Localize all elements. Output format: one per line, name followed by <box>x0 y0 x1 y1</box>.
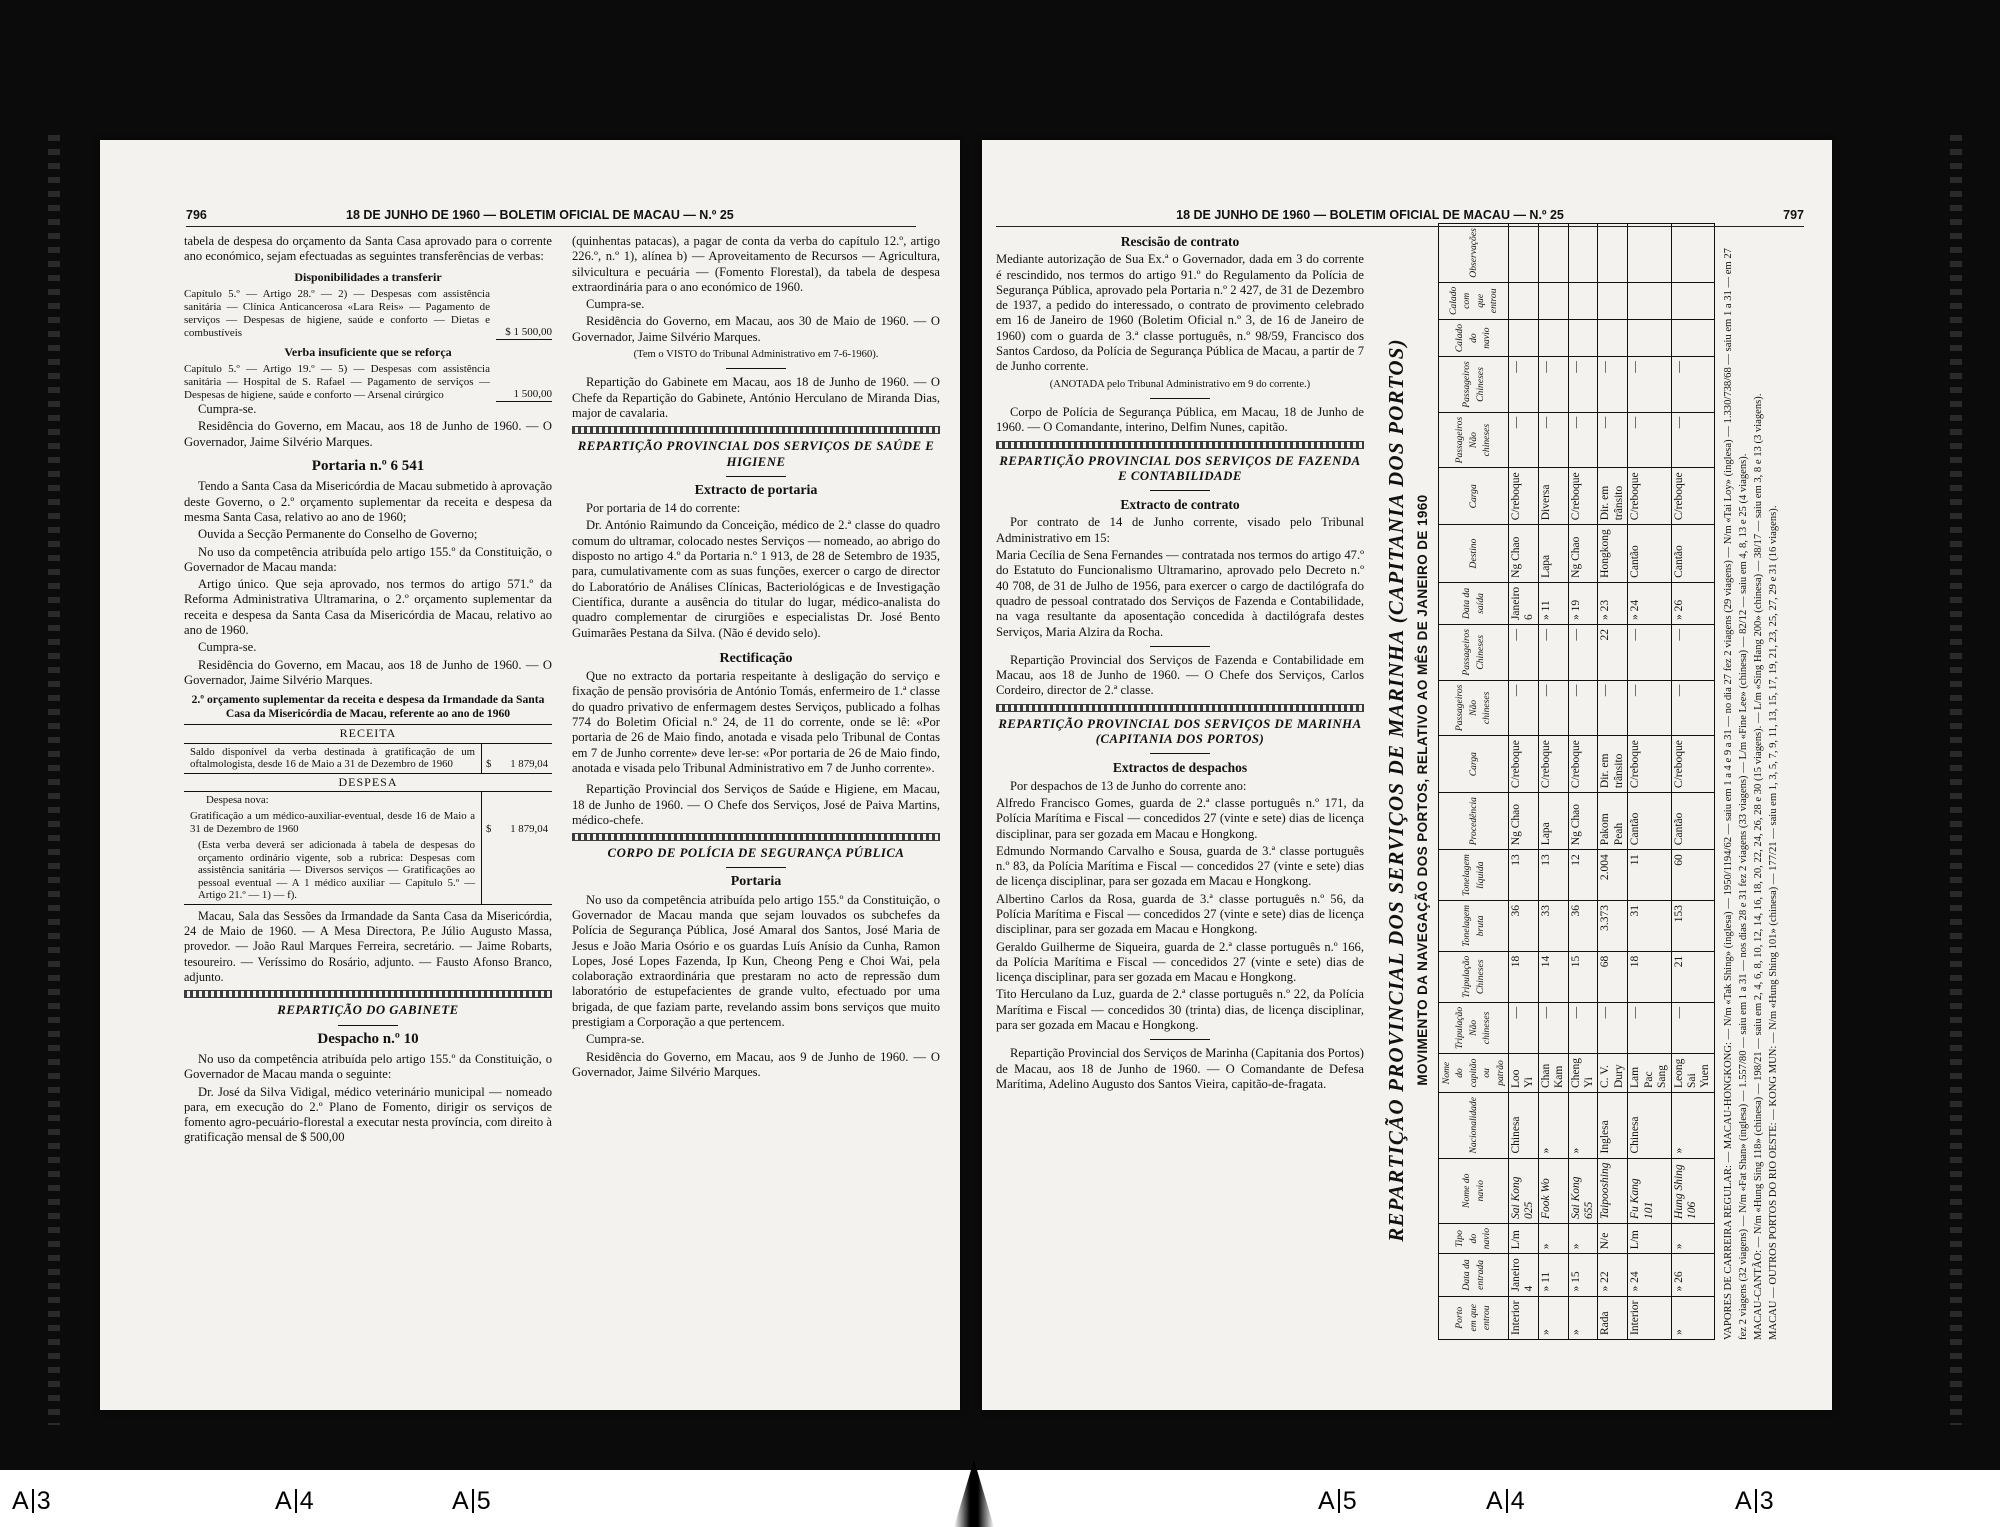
mark-number: 5 <box>476 1487 491 1515</box>
table-cell <box>1628 282 1671 319</box>
table-cell: Interior <box>1509 1296 1539 1339</box>
table-cell <box>1671 319 1714 356</box>
table-subtitle: MOVIMENTO DA NAVEGAÇÃO DOS PORTOS, RELATIVO AO MÊS DE JANEIRO DE 1960 <box>1415 494 1430 1086</box>
table-header-cell: Destino <box>1439 525 1509 583</box>
table-cell: 153 <box>1671 900 1714 951</box>
table-cell: Chinesa <box>1628 1093 1671 1159</box>
table-cell: — <box>1598 357 1628 413</box>
table-cell: L/m <box>1509 1223 1539 1253</box>
table-cell: C/reboque <box>1509 468 1539 525</box>
table-cell: Loo Yi <box>1509 1053 1539 1092</box>
table-cell: Cantão <box>1628 525 1671 583</box>
table-header-cell: Tipo do navio <box>1439 1223 1509 1253</box>
table-cell: — <box>1509 680 1539 736</box>
table-cell <box>1628 224 1671 283</box>
table-cell: » <box>1568 1223 1598 1253</box>
short-rule <box>1150 398 1210 399</box>
table-cell: Sai Kong 655 <box>1568 1158 1598 1223</box>
despesa-nova-row <box>184 792 552 809</box>
table-cell: 36 <box>1568 900 1598 951</box>
table-cell: Dir. em trânsito <box>1598 468 1628 525</box>
cumpra-se: Cumpra-se. <box>198 402 257 417</box>
table-cell: — <box>1568 412 1598 468</box>
short-rule <box>1150 1039 1210 1040</box>
rule-ornament <box>996 704 1364 712</box>
table-cell <box>1598 282 1628 319</box>
table-cell: — <box>1628 357 1671 413</box>
table-cell: C/reboque <box>1671 468 1714 525</box>
table-cell: Cheng Yi <box>1568 1053 1598 1092</box>
residencia-signature: Residência do Governo, em Macau, aos 9 de Junho de 1960. — O Governador, Jaime Silvério Marques. <box>572 1049 940 1079</box>
receita-amount-cell <box>482 756 552 773</box>
table-cell: Taipooshing <box>1598 1158 1628 1223</box>
intro-text: tabela de despesa do orçamento da Santa Casa aprovado para o corrente ano económico, sejam efectuadas as seguintes transferências de verbas: <box>184 234 552 264</box>
table-cell: Lapa <box>1538 525 1568 583</box>
table-cell: » 23 <box>1598 582 1628 624</box>
despesa-note: (Esta verba deverá ser adicionada à tabela de despesas do orçamento ordinário vigente, sob a rubrica: Despesas com assistência sanitária — Diversos serviços — Gratificações ao pessoal eventual — A 1 médico auxiliar — Capítulo 5.º — Artigo 21.º — 1) — f). <box>184 837 482 904</box>
table-row <box>1598 224 1628 1340</box>
left-column-b <box>572 234 940 1082</box>
budget-table <box>184 724 552 905</box>
table-cell: — <box>1598 412 1628 468</box>
rectificacao-title: Rectificação <box>719 650 793 666</box>
table-cell: Chan Kam <box>1538 1053 1568 1092</box>
table-header-cell: Tonelagem bruta <box>1439 900 1509 951</box>
marinha-header: REPARTIÇÃO PROVINCIAL DOS SERVIÇOS DE MARINHA (CAPITANIA DOS PORTOS) <box>998 716 1362 747</box>
extracto-title: Extracto de portaria <box>694 482 818 498</box>
table-cell: — <box>1628 625 1671 681</box>
table-row <box>1671 224 1714 1340</box>
cumpra-se: Cumpra-se. <box>198 640 257 655</box>
table-cell: — <box>1509 412 1539 468</box>
table-cell: — <box>1509 1002 1539 1053</box>
residencia-signature: Residência do Governo, em Macau, aos 18 de Junho de 1960. — O Governador, Jaime Silvério Marques. <box>184 657 552 687</box>
mark-number: 3 <box>1759 1487 1774 1515</box>
table-cell: Janeiro 6 <box>1509 582 1539 624</box>
despachos-intro: Por despachos de 13 de Junho do corrente ano: <box>1010 778 1247 793</box>
despesa-row <box>184 808 552 837</box>
table-cell: C/reboque <box>1628 736 1671 793</box>
table-cell: 14 <box>1538 951 1568 1002</box>
table-cell: Fook Wo <box>1538 1158 1568 1223</box>
table-cell: C/reboque <box>1509 736 1539 793</box>
table-row <box>1538 224 1568 1340</box>
table-cell: Ng Chao <box>1568 525 1598 583</box>
anotada-note: (ANOTADA pelo Tribunal Administrativo em 9 do corrente.) <box>1049 378 1311 390</box>
table-cell: C/reboque <box>1568 736 1598 793</box>
table-header-cell: Carga <box>1439 736 1509 793</box>
table-cell: — <box>1671 680 1714 736</box>
table-cell: Chinesa <box>1509 1093 1539 1159</box>
table-cell: L/m <box>1628 1223 1671 1253</box>
table-cell: Diversa <box>1538 468 1568 525</box>
table-cell: » 24 <box>1628 582 1671 624</box>
table-cell: Leong Sai Yuen <box>1671 1053 1714 1092</box>
table-cell: Sai Kong 025 <box>1509 1158 1539 1223</box>
right-column <box>996 234 1364 1094</box>
residencia-signature: Residência do Governo, em Macau, aos 30 de Maio de 1960. — O Governador, Jaime Silvério Marques. <box>572 314 940 344</box>
navigation-table <box>1438 223 1715 1340</box>
empty-cell <box>482 804 552 808</box>
table-cell: — <box>1671 1002 1714 1053</box>
table-cell: — <box>1598 680 1628 736</box>
table-cell: 31 <box>1628 900 1671 951</box>
table-header-cell: Nome do capitão ou patrão <box>1439 1053 1509 1092</box>
mark-letter: A <box>452 1487 469 1515</box>
mark-bar <box>1506 1489 1508 1513</box>
running-head-title: 18 DE JUNHO DE 1960 — BOLETIM OFICIAL DE MACAU — N.º 25 <box>1176 208 1564 222</box>
table-header-cell: Calado com que entrou <box>1439 282 1509 319</box>
despacho-item-1: Alfredo Francisco Gomes, guarda de 2.ª classe português n.º 171, da Polícia Marítima e Fiscal — concedidos 27 (vinte e sete) dias de licença disciplinar, para ser gozada em Macau e Hongkong. <box>996 795 1364 841</box>
contrato-text: Maria Cecília de Sena Fernandes — contratada nos termos do artigo 47.º do Estatuto do Funcionalismo Ultramarino, aprovado pelo Decreto n.º 40 708, de 31 de Julho de 1956, para exercer o cargo de dactilógrafa do quadro de pessoal contratado dos Serviços de Fazenda e Contabilidade, na vaga resultante da aposentação concedida à dactilógrafa destes Serviços, Maria Alzira da Rocha. <box>996 548 1364 639</box>
currency-sign: $ <box>486 758 492 771</box>
table-cell: — <box>1671 625 1714 681</box>
table-cell: — <box>1538 625 1568 681</box>
table-cell: Lapa <box>1538 793 1568 850</box>
reforca-amount: 1 500,00 <box>496 388 552 402</box>
film-mark <box>1486 1487 1525 1516</box>
table-cell: — <box>1568 625 1598 681</box>
mark-bar <box>1755 1489 1757 1513</box>
table-cell: Rada <box>1598 1296 1628 1339</box>
fazenda-header: REPARTIÇÃO PROVINCIAL DOS SERVIÇOS DE FAZENDA E CONTABILIDADE <box>999 453 1361 483</box>
film-edge-right <box>1950 135 1962 1425</box>
table-cell: — <box>1628 412 1671 468</box>
table-notes <box>1721 240 1781 1340</box>
short-rule <box>726 476 786 477</box>
mark-letter: A <box>12 1487 29 1515</box>
rescisao-title: Rescisão de contrato <box>1120 234 1240 249</box>
table-header-cell: Tonelagem líquida <box>1439 850 1509 901</box>
extracto-intro: Por portaria de 14 do corrente: <box>586 501 741 516</box>
table-cell: » <box>1671 1296 1714 1339</box>
table-cell <box>1568 319 1598 356</box>
table-cell <box>1598 319 1628 356</box>
mark-letter: A <box>1486 1487 1503 1515</box>
rule-ornament <box>572 833 940 841</box>
reforca-heading: Verba insuficiente que se reforça <box>284 344 452 359</box>
film-mark <box>12 1487 51 1516</box>
film-mark <box>275 1487 314 1516</box>
table-cell: Cantão <box>1628 793 1671 850</box>
sala-signatures: Macau, Sala das Sessões da Irmandade da Santa Casa da Misericórdia, 24 de Maio de 1960. — A Mesa Directora, P.e Júlio Augusto Massa, provedor. — João Raul Marques Ferreira, secretário. — Jaime Robarts, tesoureiro. — Veríssimo do Rosário, adjunto. — Fausto Afonso Branco, adjunto. <box>184 908 552 985</box>
marinha-signature: Repartição Provincial dos Serviços de Marinha (Capitania dos Portos) de Macau, aos 18 de Junho de 1960. — O Comandante de Defesa Marítima, Adelino Augusto dos Santos Vieira, capitão-de-fragata. <box>996 1046 1364 1091</box>
table-cell: — <box>1538 680 1568 736</box>
table-header-cell: Calado do navio <box>1439 319 1509 356</box>
film-mark <box>452 1487 491 1516</box>
orcamento-title: 2.º orçamento suplementar da receita e despesa da Irmandade da Santa Casa da Misericórdia de Macau, referente ao ano de 1960 <box>191 693 545 720</box>
despacho-item-4: Geraldo Guilherme de Siqueira, guarda de 2.ª classe português n.º 166, da Polícia Marítima e Fiscal — concedidos 27 (vinte e sete) dias de licença disciplinar, para ser gozada em Macau e Hongkong. <box>996 939 1364 985</box>
table-cell: 12 <box>1568 850 1598 901</box>
table-cell <box>1671 282 1714 319</box>
short-rule <box>726 867 786 868</box>
table-note: MACAU-CANTÃO: — N/m «Hung Sing 118» (chinesa) — 198/21 — saiu em 2, 4, 6, 8, 10, 12, 14, 16, 18, 20, 22, 24, 26, 28 e 30 (15 viagens). — L/m «Sing Hang 200» (chinesa) — 38/17 — saiu em 3, 8 e 13 (3 viagens). <box>1752 393 1764 1340</box>
table-header-cell: Carga <box>1439 468 1509 525</box>
table-cell: » 22 <box>1598 1254 1628 1296</box>
table-cell: 18 <box>1509 951 1539 1002</box>
mark-letter: A <box>1318 1487 1335 1515</box>
table-cell <box>1538 282 1568 319</box>
table-cell: 3.373 <box>1598 900 1628 951</box>
page-number: 797 <box>1783 208 1804 222</box>
portaria-para-1: Tendo a Santa Casa da Misericórdia de Macau submetido à aprovação deste Governo, o 2.º orçamento suplementar da receita e despesa da mesma Santa Casa, relativo ao ano de 1960; <box>184 479 552 524</box>
left-page <box>100 140 960 1410</box>
table-cell: 18 <box>1628 951 1671 1002</box>
table-cell: — <box>1671 357 1714 413</box>
film-mark <box>1318 1487 1357 1516</box>
table-cell: 13 <box>1538 850 1568 901</box>
table-cell: 22 <box>1598 625 1628 681</box>
corpo-signature: Corpo de Polícia de Segurança Pública, em Macau, 18 de Junho de 1960. — O Comandante, interino, Delfim Nunes, capitão. <box>996 404 1364 435</box>
table-row <box>1628 224 1671 1340</box>
table-cell: C/reboque <box>1568 468 1598 525</box>
running-head-title: 18 DE JUNHO DE 1960 — BOLETIM OFICIAL DE MACAU — N.º 25 <box>346 208 734 222</box>
table-header-cell: Nacionalidade <box>1439 1093 1509 1159</box>
table-cell: » <box>1568 1296 1598 1339</box>
table-cell <box>1568 224 1598 283</box>
mark-number: 3 <box>36 1487 51 1515</box>
table-cell: 68 <box>1598 951 1628 1002</box>
table-header-row <box>1439 224 1509 1340</box>
receita-text: Saldo disponível da verba destinada à gratificação de um oftalmologista, desde 16 de Maio a 31 de Dezembro de 1960 <box>184 744 482 773</box>
table-cell <box>1568 282 1598 319</box>
despesa-amount-cell <box>482 821 552 838</box>
despesa-label: DESPESA <box>184 773 552 792</box>
transfer-amount: $ 1 500,00 <box>496 326 552 340</box>
table-header-cell: Porto em que entrou <box>1439 1296 1509 1339</box>
table-cell: Interior <box>1628 1296 1671 1339</box>
table-cell: C/reboque <box>1628 468 1671 525</box>
table-cell: Janeiro 4 <box>1509 1254 1539 1296</box>
despacho-item-5: Tito Herculano da Luz, guarda de 2.ª classe português n.º 22, da Polícia Marítima e Fiscal — concedidos 30 (trinta) dias, de licença disciplinar, para ser gozada em Macau e Hongkong. <box>996 987 1364 1033</box>
transfer-heading: Disponibilidades a transferir <box>294 269 442 284</box>
table-cell: » <box>1671 1223 1714 1253</box>
table-cell: 11 <box>1628 850 1671 901</box>
table-cell: — <box>1598 1002 1628 1053</box>
mark-bar <box>472 1489 474 1513</box>
table-cell <box>1538 319 1568 356</box>
table-cell <box>1509 282 1539 319</box>
short-rule <box>726 368 786 369</box>
table-cell <box>1671 224 1714 283</box>
table-cell: Ng Chao <box>1509 525 1539 583</box>
table-cell: — <box>1628 680 1671 736</box>
despacho-title: Despacho n.º 10 <box>317 1030 419 1047</box>
table-cell: C. V. Dury <box>1598 1053 1628 1092</box>
table-header-cell: Procedência <box>1439 793 1509 850</box>
cumpra-se: Cumpra-se. <box>586 297 645 312</box>
table-header-cell: Passageiros Chineses <box>1439 625 1509 681</box>
page-number: 796 <box>186 208 207 222</box>
table-cell: » 24 <box>1628 1254 1671 1296</box>
short-rule <box>1150 646 1210 647</box>
receita-amount: 1 879,04 <box>510 758 548 771</box>
table-cell: » <box>1538 1223 1568 1253</box>
table-cell: Fu Kang 101 <box>1628 1158 1671 1223</box>
table-cell: » 15 <box>1568 1254 1598 1296</box>
policia-header: CORPO DE POLÍCIA DE SEGURANÇA PÚBLICA <box>607 846 905 861</box>
table-cell: Lam Pac Sang <box>1628 1053 1671 1092</box>
table-cell: » 26 <box>1671 582 1714 624</box>
despacho-para-2: Dr. José da Silva Vidigal, médico veterinário municipal — nomeado para, em execução do 2.º Plano de Fomento, dirigir os serviços de fomento agro-pecuário-florestal a executar nesta província, com direito à gratificação mensal de $ 500,00 <box>184 1084 552 1145</box>
table-cell: » 11 <box>1538 582 1568 624</box>
rescisao-text: Mediante autorização de Sua Ex.ª o Governador, dada em 3 do corrente é rescindido, nos termos do artigo 91.º do Regulamento da Polícia de Segurança Pública, aprovado pela Portaria n.º 2 427, de 31 de Dezembro de 1937, a pedido do interessado, o contrato de provimento celebrado em 16 de Janeiro de 1960 (Boletim Oficial n.º 3, de 16 de Janeiro de 1960) com o guarda de 3.ª classe português, n.º 98/59, Francisco dos Santos Cardoso, da Polícia de Segurança Pública de Macau, a partir de 7 de Junho corrente. <box>996 252 1364 374</box>
cumpra-se: Cumpra-se. <box>586 1032 645 1047</box>
table-header-cell: Data da entrada <box>1439 1254 1509 1296</box>
left-column-a <box>184 234 552 1148</box>
table-cell: » 11 <box>1538 1254 1568 1296</box>
table-cell: Cantão <box>1671 793 1714 850</box>
reforca-line <box>184 363 552 402</box>
table-cell: Ng Chao <box>1568 793 1598 850</box>
table-cell: — <box>1568 680 1598 736</box>
table-row <box>1568 224 1598 1340</box>
policia-portaria-text: No uso da competência atribuída pelo artigo 155.º da Constituição, o Governador de Macau manda que sejam louvados os subchefes da Polícia de Segurança Pública, José Amaral dos Santos, José Maria de Jesus e João Maria Osório e os guardas Luís Anísio da Cunha, Ramon Lopes, José Lopes Fazenda, Ip Kun, Cheong Peng e Choi Wai, pela colaboração extraordinária que prestaram no acto de repressão dum laboratório de estupefacientes de grande vulto, efectuado por uma brigada, de que faziam parte, revelando assim bons serviços que muito prestigiam a Corporação a que pertencem. <box>572 892 940 1030</box>
table-cell: C/reboque <box>1671 736 1714 793</box>
table-cell: » 26 <box>1671 1254 1714 1296</box>
film-mark <box>1735 1487 1774 1516</box>
table-cell: 60 <box>1671 850 1714 901</box>
left-running-head <box>186 204 916 227</box>
table-cell: — <box>1568 1002 1598 1053</box>
portaria-para-2: Ouvida a Secção Permanente do Conselho de Governo; <box>198 527 478 542</box>
table-header-cell: Tripulação Não chineses <box>1439 1002 1509 1053</box>
receita-row <box>184 744 552 773</box>
mark-number: 5 <box>1342 1487 1357 1515</box>
saude-header: REPARTIÇÃO PROVINCIAL DOS SERVIÇOS DE SAÚDE E HIGIENE <box>577 439 935 469</box>
short-rule <box>338 1025 398 1026</box>
short-rule <box>1150 490 1210 491</box>
table-cell: » <box>1568 1093 1598 1159</box>
despacho-item-2: Edmundo Normando Carvalho e Sousa, guarda de 3.ª classe português n.º 83, da Polícia Marítima e Fiscal — concedidos 27 (vinte e sete) dias de licença disciplinar, para ser gozada em Macau e Hongkong. <box>996 843 1364 889</box>
table-note: VAPORES DE CARREIRA REGULAR: — MACAU-HONGKONG: — N/m «Tak Shing» (inglesa) — 1950/1194/62 — saiu em 1 a 4 e 9 a 31 — no dia 27 fez 2 viagens (29 viagens) — N/m «Tai Loy» (inglesa) — 1.330/738/68 — saiu em 1 a 31 — em 27 fez 2 viagens (32 viagens) — N/m «Fat Shan» (inglesa) — 1.557/80 — saiu em 1 a 31 — nos dias 28 e 31 fez 2 viagens (33 viagens) — L/m «Fine Lee» (chinesa) — 82/12 — saiu em 4, 8, 13 e 25 (4 viagens). <box>1722 248 1749 1340</box>
table-cell: Cantão <box>1671 525 1714 583</box>
table-cell <box>1628 319 1671 356</box>
residencia-signature: Residência do Governo, em Macau, aos 18 de Junho de 1960. — O Governador, Jaime Silvério Marques. <box>184 419 552 449</box>
table-cell: Pakom Peah <box>1598 793 1628 850</box>
table-header-cell: Nome do navio <box>1439 1158 1509 1223</box>
table-cell: Hung Shing 106 <box>1671 1158 1714 1223</box>
portaria-para-4: Artigo único. Que seja aprovado, nos termos do artigo 571.º da Reforma Administrativa Ultramarina, o 2.º orçamento suplementar da receita e despesa da Santa Casa da Misericórdia de Macau, relativo ao ano de 1960. <box>184 577 552 638</box>
navigation-table-block <box>1384 228 1824 1340</box>
mark-bar <box>295 1489 297 1513</box>
empty-cell <box>482 900 552 904</box>
transfer-line <box>184 288 552 340</box>
reforca-text: Capítulo 5.º — Artigo 19.º — 5) — Despesas com assistência sanitária — Hospital de S. Rafael — Pagamento de serviços — Despesas de higiene, saúde e conforto — Arsenal cirúrgico <box>184 363 490 402</box>
table-cell: — <box>1538 412 1568 468</box>
table-cell: 13 <box>1509 850 1539 901</box>
table-cell <box>1509 224 1539 283</box>
table-header-cell: Tripulação Chineses <box>1439 951 1509 1002</box>
table-cell: » 19 <box>1568 582 1598 624</box>
table-header-cell: Data da saída <box>1439 582 1509 624</box>
despesa-nova: Despesa nova: <box>184 792 482 809</box>
table-cell: Inglesa <box>1598 1093 1628 1159</box>
rule-ornament <box>996 441 1364 449</box>
portaria-para-3: No uso da competência atribuída pelo artigo 155.º da Constituição, o Governador de Macau manda: <box>184 544 552 574</box>
extracto-text: Dr. António Raimundo da Conceição, médico de 2.ª classe do quadro comum do ultramar, colocado nestes Serviços — nomeado, ao abrigo do disposto no artigo 4.º da Portaria n.º 1 913, de 28 de Setembro de 1935, para, cumulativamente com as suas funções, exercer o cargo de director do Laboratório de Análises Clínicas, Bacteriológicas e de Investigação Científica, durante a ausência do titular do lugar, médico-analista do quadro complementar de cirurgiões e especialistas Dr. José Bento Guimarães Pestana da Silva. (Não é devido selo). <box>572 518 940 640</box>
mark-letter: A <box>1735 1487 1752 1515</box>
mark-letter: A <box>275 1487 292 1515</box>
transfer-text: Capítulo 5.º — Artigo 28.º — 2) — Despesas com assistência sanitária — Clínica Anticancerosa «Lara Reis» — Pagamento de serviços — Despesas de higiene, saúde e conforto — Dietas e combustíveis <box>184 287 490 339</box>
receita-label: RECEITA <box>184 725 552 743</box>
fazenda-signature: Repartição Provincial dos Serviços de Fazenda e Contabilidade em Macau, aos 18 de Junho de 1960. — O Chefe dos Serviços, Carlos Cordeiro, director de 2.ª classe. <box>996 652 1364 698</box>
extractos-title: Extractos de despachos <box>1112 760 1248 776</box>
despacho-item-3: Albertino Carlos da Rosa, guarda de 3.ª classe português n.º 56, da Polícia Marítima e Fiscal — concedidos 27 (vinte e sete) dias de licença disciplinar, para ser gozada em Macau e Hongkong. <box>996 891 1364 937</box>
rule-ornament <box>184 990 552 998</box>
mark-number: 4 <box>299 1487 314 1515</box>
visto-note: (Tem o VISTO do Tribunal Administrativo em 7-6-1960). <box>633 349 879 361</box>
mark-number: 4 <box>1510 1487 1525 1515</box>
table-cell: 33 <box>1538 900 1568 951</box>
table-cell <box>1598 224 1628 283</box>
table-cell: » <box>1671 1093 1714 1159</box>
table-cell <box>1538 224 1568 283</box>
table-cell: — <box>1509 625 1539 681</box>
gabinete-header: REPARTIÇÃO DO GABINETE <box>277 1003 459 1018</box>
short-rule <box>1150 753 1210 754</box>
table-cell: Ng Chao <box>1509 793 1539 850</box>
table-cell: » <box>1538 1093 1568 1159</box>
table-header-cell: Passageiros Não chineses <box>1439 680 1509 736</box>
table-note: MACAU — OUTROS PORTOS DO RIO OESTE: — KONG MUN: — N/m «Hung Shing 101» (chinesa) — 177/21 — saiu em 1, 3, 5, 7, 9, 11, 13, 15, 17, 19, 21, 23, 25, 27, 29 e 31 (16 viagens). <box>1767 505 1779 1340</box>
table-cell: 21 <box>1671 951 1714 1002</box>
table-cell: » <box>1538 1296 1568 1339</box>
currency-sign: $ <box>486 822 492 835</box>
table-cell: — <box>1568 357 1598 413</box>
portaria-title: Portaria <box>730 874 782 890</box>
table-body <box>1509 224 1715 1340</box>
despesa-amount: 1 879,04 <box>510 822 548 835</box>
portaria-title: Portaria n.º 6 541 <box>311 458 425 475</box>
table-cell <box>1509 319 1539 356</box>
table-cell: — <box>1509 357 1539 413</box>
saude-signature: Repartição Provincial dos Serviços de Saúde e Higiene, em Macau, 18 de Junho de 1960. — O Chefe dos Serviços, José de Paiva Martins, médico-chefe. <box>572 782 940 827</box>
table-cell: N/e <box>1598 1223 1628 1253</box>
table-header-cell: Passageiros Chineses <box>1439 357 1509 413</box>
table-cell: 2.004 <box>1598 850 1628 901</box>
rule-ornament <box>572 426 940 434</box>
table-cell: — <box>1671 412 1714 468</box>
table-cell: Dir. em trânsito <box>1598 736 1628 793</box>
table-cell: 15 <box>1568 951 1598 1002</box>
table-row <box>1509 224 1539 1340</box>
despesa-text: Gratificação a um médico-auxiliar-eventual, desde 16 de Maio a 31 de Dezembro de 1960 <box>184 808 482 837</box>
table-title: REPARTIÇÃO PROVINCIAL DOS SERVIÇOS DE MARINHA (CAPITANIA DOS PORTOS) <box>1384 338 1408 1242</box>
film-edge-left <box>48 135 60 1425</box>
table-cell: — <box>1628 1002 1671 1053</box>
table-cell: — <box>1538 357 1568 413</box>
despacho-continued: (quinhentas patacas), a pagar de conta da verba do capítulo 12.º, artigo 226.º, n.º 1), alínea b) — Aproveitamento de Recursos — Agricultura, silvicultura e pecuária — (Fomento Florestal), da tabela de despesa extraordinária para o ano económico de 1960. <box>572 234 940 294</box>
mark-bar <box>32 1489 34 1513</box>
table-cell: 36 <box>1509 900 1539 951</box>
despesa-note-row <box>184 837 552 904</box>
right-page <box>982 140 1832 1410</box>
rectificacao-text: Que no extracto da portaria respeitante à desligação do serviço e fixação de pensão provisória de António Tomás, enfermeiro de 1.ª classe do quadro privativo de enfermagem destes Serviços, publicado a folhas 774 do Boletim Oficial n.º 24, de 11 do corrente, onde se lê: «Por portaria de 26 de Maio findo, anotada e visada pelo Tribunal de Contas em 7 de Junho corrente» deve ler-se: «Por portaria de 26 de Maio findo, anotada e visada pelo Tribunal Administrativo em 7 de Junho corrente». <box>572 669 940 775</box>
extracto-contrato-title: Extracto de contrato <box>1120 497 1240 513</box>
table-cell: Hongkong <box>1598 525 1628 583</box>
table-cell: — <box>1538 1002 1568 1053</box>
mark-bar <box>1338 1489 1340 1513</box>
gabinete-signature: Repartição do Gabinete em Macau, aos 18 de Junho de 1960. — O Chefe da Repartição do Gabinete, António Herculano de Miranda Dias, major de cavalaria. <box>572 375 940 420</box>
despacho-para-1: No uso da competência atribuída pelo artigo 155.º da Constituição, o Governador de Macau manda o seguinte: <box>184 1051 552 1082</box>
table-cell: C/reboque <box>1538 736 1568 793</box>
table-header-cell: Passageiros Não chineses <box>1439 412 1509 468</box>
contrato-intro: Por contrato de 14 de Junho corrente, visado pelo Tribunal Administrativo em 15: <box>996 515 1364 545</box>
table-header-cell: Observações <box>1439 224 1509 283</box>
